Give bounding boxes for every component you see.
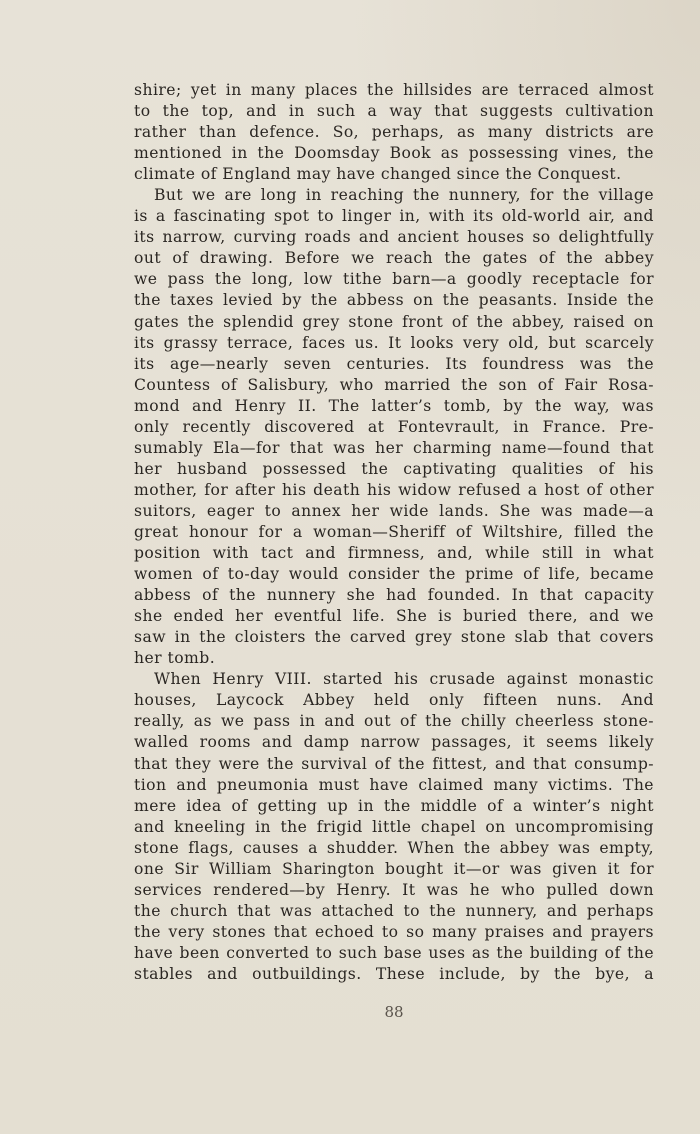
- text-line: the very stones that echoed to so many praises and prayers: [134, 922, 654, 941]
- paragraph: [134, 80, 654, 185]
- text-line: position with tact and firmness, and, while still in what: [134, 544, 654, 563]
- body-text: [134, 80, 654, 985]
- text-line: rather than defence. So, perhaps, as many districts are: [134, 123, 654, 142]
- text-line: one Sir William Sharington bought it—or was given it for: [134, 859, 654, 878]
- text-line: only recently discovered at Fontevrault, in France. Pre-: [134, 417, 654, 436]
- text-line: abbess of the nunnery she had founded. In that capacity: [134, 586, 654, 605]
- text-line: its age—nearly seven centuries. Its foundress was the: [134, 354, 654, 373]
- page-number: 88: [384, 1003, 404, 1021]
- text-line: saw in the cloisters the carved grey stone slab that covers: [134, 628, 654, 647]
- text-line: great honour for a woman—Sheriff of Wiltshire, filled the: [134, 522, 654, 541]
- text-line: her husband possessed the captivating qualities of his: [134, 459, 654, 478]
- text-line: we pass the long, low tithe barn—a goodly receptacle for: [134, 270, 654, 289]
- text-line: But we are long in reaching the nunnery, for the village: [154, 186, 654, 205]
- text-line: sumably Ela—for that was her charming name—found that: [134, 438, 654, 457]
- text-line: the church that was attached to the nunnery, and perhaps: [134, 901, 654, 920]
- text-line: women of to-day would consider the prime of life, became: [134, 565, 654, 584]
- text-line: out of drawing. Before we reach the gates of the abbey: [134, 249, 654, 268]
- text-line: walled rooms and damp narrow passages, it seems likely: [134, 733, 654, 752]
- paragraph: [134, 669, 654, 985]
- text-line: mond and Henry II. The latter’s tomb, by the way, was: [134, 396, 654, 415]
- text-line: its grassy terrace, faces us. It looks very old, but scarcely: [134, 333, 654, 352]
- text-line: tion and pneumonia must have claimed many victims. The: [134, 775, 654, 794]
- text-line: When Henry VIII. started his crusade against monastic: [154, 670, 654, 689]
- text-line: shire; yet in many places the hillsides are terraced almost: [134, 81, 654, 99]
- text-line: really, as we pass in and out of the chilly cheerless stone-: [134, 712, 654, 731]
- text-line: its narrow, curving roads and ancient houses so delightfully: [134, 228, 654, 247]
- text-line: mentioned in the Doomsday Book as possessing vines, the: [134, 144, 654, 163]
- text-line: Countess of Salisbury, who married the son of Fair Rosa-: [134, 375, 654, 394]
- text-line: and kneeling in the frigid little chapel on uncompromising: [134, 817, 654, 836]
- text-line: climate of England may have changed since the Conquest.: [134, 165, 622, 184]
- text-line: the taxes levied by the abbess on the peasants. Inside the: [134, 291, 654, 310]
- text-line: mere idea of getting up in the middle of a winter’s night: [134, 796, 654, 815]
- text-line: her tomb.: [134, 649, 216, 668]
- text-line: mother, for after his death his widow refused a host of other: [134, 480, 654, 499]
- text-line: houses, Laycock Abbey held only fifteen nuns. And: [134, 691, 654, 710]
- text-line: to the top, and in such a way that suggests cultivation: [134, 102, 654, 121]
- text-line: is a fascinating spot to linger in, with its old-world air, and: [134, 207, 654, 226]
- paragraph: [134, 185, 654, 669]
- text-line: she ended her eventful life. She is buried there, and we: [134, 607, 654, 626]
- text-line: gates the splendid grey stone front of the abbey, raised on: [134, 312, 654, 331]
- text-line: stone flags, causes a shudder. When the abbey was empty,: [134, 838, 654, 857]
- text-line: have been converted to such base uses as the building of the: [134, 943, 654, 962]
- text-line: services rendered—by Henry. It was he who pulled down: [134, 880, 654, 899]
- text-line: stables and outbuildings. These include, by the bye, a: [134, 964, 654, 983]
- text-line: suitors, eager to annex her wide lands. She was made—a: [134, 501, 654, 520]
- text-line: that they were the survival of the fittest, and that consump-: [134, 754, 654, 773]
